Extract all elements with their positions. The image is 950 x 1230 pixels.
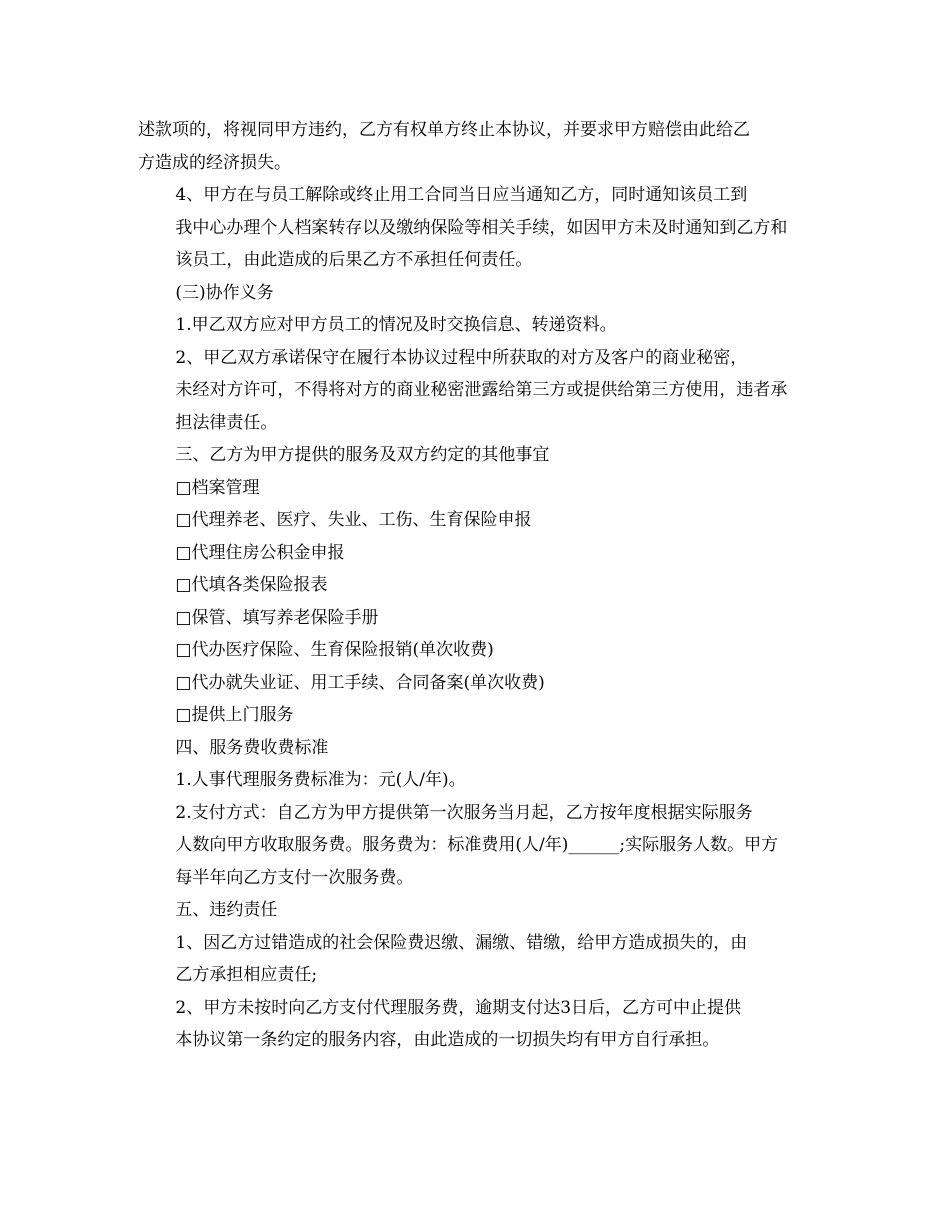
text-line: 2、甲方未按时向乙方支付代理服务费，逾期支付达3日后，乙方可中止提供 — [175, 997, 742, 1018]
paragraph — [138, 179, 818, 277]
text-line: 担法律责任。 — [175, 412, 278, 433]
text-line: □代填各类保险报表 — [175, 575, 328, 595]
text-line: □代理住房公积金申报 — [175, 542, 345, 563]
paragraph — [138, 277, 818, 310]
paragraph — [138, 439, 818, 472]
text-line: 2.支付方式：自乙方为甲方提供第一次服务当月起，乙方按年度根据实际服务 — [175, 802, 753, 823]
paragraph — [138, 797, 818, 895]
text-line: 三、乙方为甲方提供的服务及双方约定的其他事宜 — [175, 445, 550, 465]
paragraph — [138, 894, 818, 927]
text-line: 人数向甲方收取服务费。服务费为：标准费用(人/年)______;实际服务人数。甲方 — [175, 835, 779, 855]
paragraph — [138, 667, 818, 700]
text-line: 1.人事代理服务费标准为：元(人/年)。 — [175, 770, 466, 790]
text-line: (三)协作义务 — [175, 282, 274, 303]
paragraph — [138, 602, 818, 635]
text-line: 五、违约责任 — [175, 900, 278, 920]
text-line: 1.甲乙双方应对甲方员工的情况及时交换信息、转递资料。 — [175, 315, 617, 335]
text-line: □保管、填写养老保险手册 — [175, 607, 379, 628]
paragraph — [138, 114, 818, 179]
text-line: □代办就失业证、用工手续、合同备案(单次收费) — [175, 672, 545, 693]
text-line: 方造成的经济损失。 — [138, 152, 291, 173]
text-line: 述款项的，将视同甲方违约，乙方有权单方终止本协议，并要求甲方赔偿由此给乙 — [138, 120, 750, 140]
text-line: 该员工，由此造成的后果乙方不承担任何责任。 — [175, 250, 533, 270]
paragraph — [138, 569, 818, 602]
paragraph — [138, 992, 818, 1057]
paragraph — [138, 309, 818, 342]
paragraph — [138, 472, 818, 505]
text-line: 我中心办理个人档案转存以及缴纳保险等相关手续，如因甲方未及时通知到乙方和 — [175, 217, 788, 238]
paragraph — [138, 342, 818, 440]
text-line: 未经对方许可，不得将对方的商业秘密泄露给第三方或提供给第三方使用，违者承 — [175, 380, 788, 400]
text-line: 1、因乙方过错造成的社会保险费迟缴、漏缴、错缴，给甲方造成损失的，由 — [175, 932, 748, 953]
text-line: 2、甲乙双方承诺保守在履行本协议过程中所获取的对方及客户的商业秘密， — [175, 347, 748, 368]
paragraph — [138, 764, 818, 797]
paragraph — [138, 504, 818, 537]
paragraph — [138, 927, 818, 992]
paragraph — [138, 634, 818, 667]
text-line: 4、甲方在与员工解除或终止用工合同当日应当通知乙方，同时通知该员工到 — [175, 185, 748, 205]
text-line: □档案管理 — [175, 477, 260, 498]
text-line: 每半年向乙方支付一次服务费。 — [175, 867, 414, 888]
text-line: □提供上门服务 — [175, 705, 294, 725]
paragraph — [138, 699, 818, 732]
text-line: □代理养老、医疗、失业、工伤、生育保险申报 — [175, 510, 532, 530]
text-line: 本协议第一条约定的服务内容，由此造成的一切损失均有甲方自行承担。 — [175, 1030, 720, 1050]
text-line: 四、服务费收费标准 — [175, 737, 329, 758]
text-line: 乙方承担相应责任; — [175, 965, 318, 985]
paragraph — [138, 537, 818, 570]
document-page — [138, 114, 818, 1057]
text-line: □代办医疗保险、生育保险报销(单次收费) — [175, 640, 494, 660]
paragraph — [138, 732, 818, 765]
